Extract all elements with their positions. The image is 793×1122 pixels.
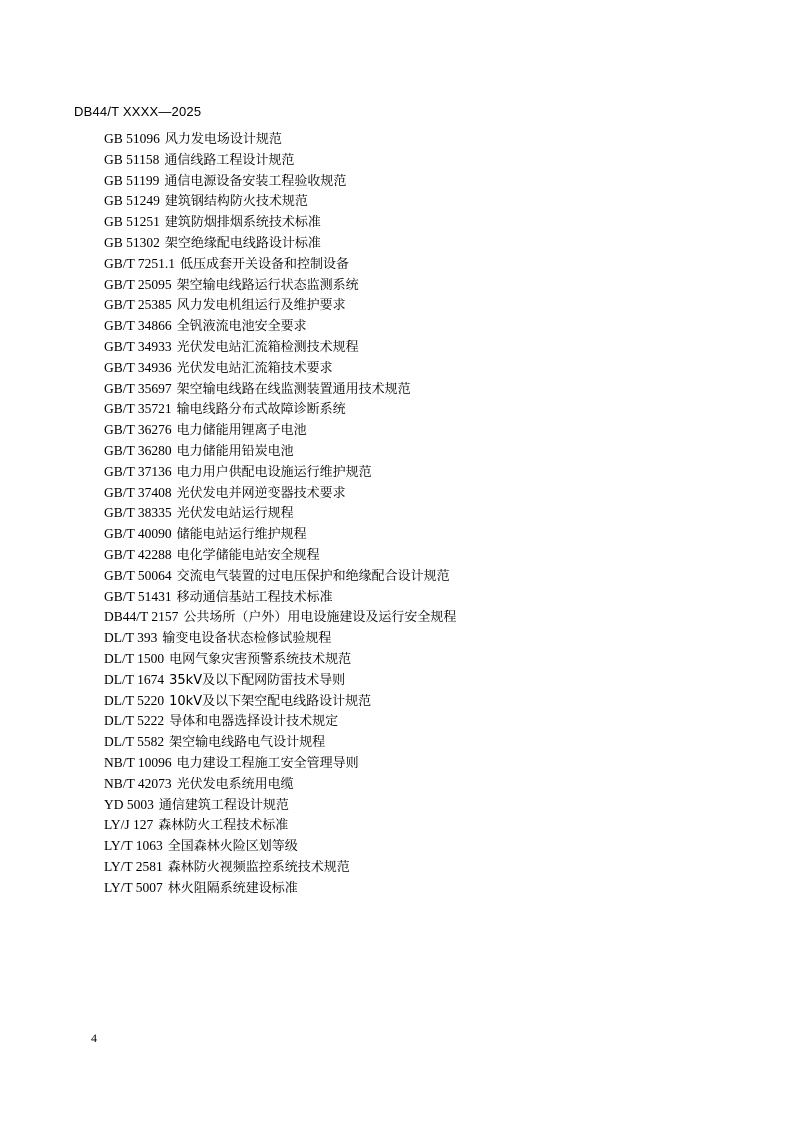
reference-code: DB44/T 2157 [104,609,179,625]
reference-code: LY/T 1063 [104,838,163,854]
reference-item [104,545,456,566]
page-number: 4 [91,1031,97,1045]
reference-title: 导体和电器选择设计技术规定 [169,714,339,730]
reference-item [104,462,456,483]
reference-code: GB/T 51431 [104,588,172,604]
reference-title: 通信建筑工程设计规范 [158,797,289,813]
reference-item [104,815,456,836]
reference-code: LY/J 127 [104,817,154,833]
reference-title: 电力储能用锂离子电池 [176,423,307,439]
reference-code: GB/T 36276 [104,422,172,438]
reference-code: GB 51302 [104,234,160,250]
reference-code: YD 5003 [104,796,154,812]
reference-title: 架空绝缘配电线路设计标准 [164,235,321,251]
reference-title: 通信线路工程设计规范 [164,152,295,168]
reference-item [104,857,456,878]
reference-code: DL/T 393 [104,630,158,646]
reference-title: 风力发电场设计规范 [164,132,282,147]
reference-code: GB/T 34933 [104,338,172,354]
reference-code: GB/T 40090 [104,526,172,542]
reference-title: 建筑钢结构防火技术规范 [164,194,308,210]
reference-item [104,150,456,171]
reference-title: 风力发电机组运行及维护要求 [176,298,346,314]
page-header-standard-number: DB44/T XXXX—2025 [74,104,202,119]
reference-code: GB/T 34866 [104,318,172,334]
normative-reference-list [104,129,456,898]
reference-title: 全国森林火险区划等级 [167,839,298,855]
reference-title: 森林防火视频监控系统技术规范 [167,859,350,875]
reference-code: GB 51096 [104,131,160,146]
reference-item [104,503,456,524]
reference-title: 森林防火工程技术标准 [158,818,289,834]
reference-title: 建筑防烟排烟系统技术标准 [164,215,321,231]
reference-code: LY/T 2581 [104,858,163,874]
reference-item [104,337,456,358]
reference-item [104,191,456,212]
reference-code: GB/T 35697 [104,380,172,396]
reference-title: 储能电站运行维护规程 [176,527,307,543]
reference-item [104,420,456,441]
reference-title: 10kV及以下架空配电线路设计规范 [169,693,372,709]
reference-title: 电网气象灾害预警系统技术规范 [169,651,352,667]
reference-code: GB 51158 [104,151,160,167]
reference-title: 光伏发电站运行规程 [176,506,294,522]
reference-title: 输电线路分布式故障诊断系统 [176,402,346,418]
reference-item [104,379,456,400]
reference-item [104,566,456,587]
reference-code: DL/T 5222 [104,713,165,729]
reference-item [104,774,456,795]
reference-title: 输变电设备状态检修试验规程 [162,631,332,647]
reference-item [104,607,456,628]
reference-title: 林火阻隔系统建设标准 [167,880,298,896]
reference-item [104,670,456,691]
reference-item [104,233,456,254]
reference-item [104,649,456,670]
reference-code: GB 51249 [104,193,160,209]
reference-code: DL/T 5220 [104,692,165,708]
reference-item [104,524,456,545]
reference-item [104,711,456,732]
reference-title: 全钒液流电池安全要求 [176,319,307,335]
reference-title: 光伏发电站汇流箱检测技术规程 [176,339,359,355]
reference-code: DL/T 1500 [104,650,165,666]
reference-code: LY/T 5007 [104,879,163,895]
reference-code: GB/T 50064 [104,567,172,583]
reference-title: 电力储能用铅炭电池 [176,443,294,459]
reference-item [104,628,456,649]
reference-title: 通信电源设备安装工程验收规范 [164,173,347,189]
reference-title: 架空输电线路运行状态监测系统 [176,277,359,293]
reference-item [104,171,456,192]
reference-title: 35kV及以下配网防雷技术导则 [169,672,346,688]
reference-item [104,836,456,857]
reference-title: 架空输电线路在线监测装置通用技术规范 [176,381,411,397]
reference-item [104,732,456,753]
reference-code: GB 51199 [104,172,160,188]
reference-code: GB/T 25385 [104,297,172,313]
reference-title: 公共场所（户外）用电设施建设及运行安全规程 [183,610,457,626]
reference-item [104,878,456,899]
reference-item [104,795,456,816]
reference-item [104,358,456,379]
reference-code: GB/T 42288 [104,546,172,562]
reference-code: GB/T 25095 [104,276,172,292]
reference-title: 光伏发电站汇流箱技术要求 [176,360,333,376]
reference-title: 电化学储能电站安全规程 [176,547,320,563]
reference-title: 移动通信基站工程技术标准 [176,589,333,605]
reference-item [104,275,456,296]
reference-code: GB 51251 [104,214,160,230]
reference-item [104,295,456,316]
reference-item [104,129,456,150]
reference-title: 光伏发电并网逆变器技术要求 [176,485,346,501]
reference-item [104,254,456,275]
reference-item [104,691,456,712]
reference-title: 架空输电线路电气设计规程 [169,735,326,751]
reference-item [104,316,456,337]
reference-item [104,587,456,608]
reference-code: GB/T 37408 [104,484,172,500]
reference-title: 低压成套开关设备和控制设备 [180,256,350,272]
reference-title: 电力用户供配电设施运行维护规范 [176,464,372,480]
reference-code: NB/T 10096 [104,754,172,770]
reference-item [104,212,456,233]
reference-item [104,441,456,462]
reference-code: DL/T 5582 [104,734,165,750]
reference-code: GB/T 37136 [104,463,172,479]
reference-item [104,753,456,774]
reference-code: GB/T 38335 [104,505,172,521]
reference-title: 电力建设工程施工安全管理导则 [176,755,359,771]
reference-title: 光伏发电系统用电缆 [176,776,294,792]
reference-code: GB/T 34936 [104,359,172,375]
reference-code: NB/T 42073 [104,775,172,791]
reference-item [104,399,456,420]
reference-code: GB/T 7251.1 [104,255,176,271]
reference-code: DL/T 1674 [104,671,165,687]
reference-code: GB/T 36280 [104,442,172,458]
reference-item [104,483,456,504]
reference-title: 交流电气装置的过电压保护和绝缘配合设计规范 [176,568,450,584]
reference-code: GB/T 35721 [104,401,172,417]
